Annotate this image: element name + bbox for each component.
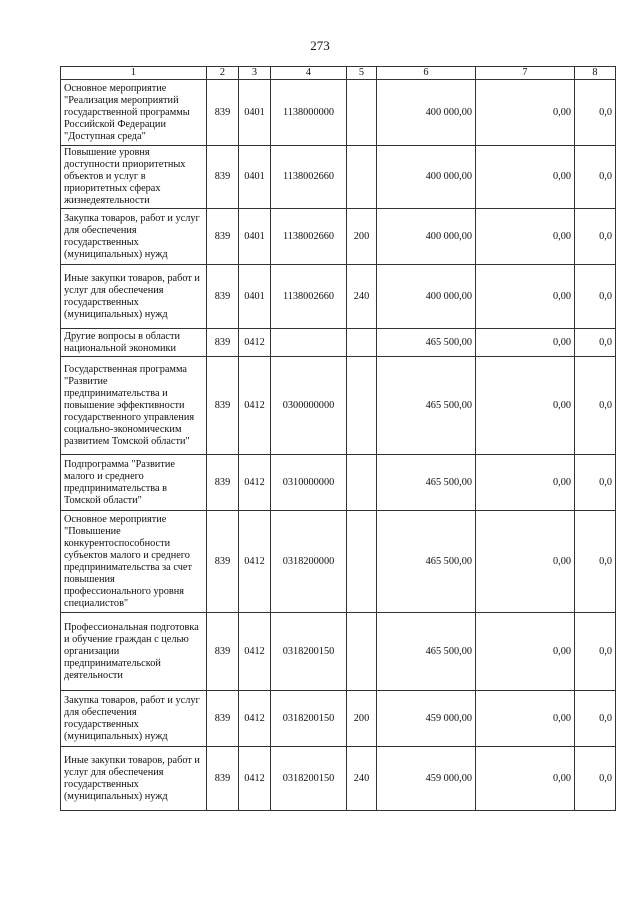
row-vr: 240 [347, 747, 377, 811]
header-row [61, 67, 616, 80]
row-vr [347, 146, 377, 209]
row-grbs: 839 [207, 80, 239, 146]
table-row [61, 613, 616, 691]
row-section: 0412 [239, 511, 271, 613]
col-header-3: 3 [239, 67, 271, 80]
row-target: 1138002660 [271, 209, 347, 265]
row-amount-2: 0,00 [476, 747, 575, 811]
row-name: Подпрограмма "Развитие малого и среднего предпринимательства в Томской области" [61, 455, 207, 511]
row-vr [347, 455, 377, 511]
row-vr [347, 329, 377, 357]
row-name: Основное мероприятие "Повышение конкурентоспособности субъектов малого и среднего предпринимательства за счет повышения профессионального уровня специалистов" [61, 511, 207, 613]
row-section: 0401 [239, 146, 271, 209]
row-name: Профессиональная подготовка и обучение граждан с целью организации предпринимательской деятельности [61, 613, 207, 691]
row-amount-2: 0,00 [476, 329, 575, 357]
table-row [61, 357, 616, 455]
row-grbs: 839 [207, 613, 239, 691]
row-grbs: 839 [207, 265, 239, 329]
row-amount-3: 0,0 [575, 691, 616, 747]
row-target: 0318200150 [271, 747, 347, 811]
row-amount-2: 0,00 [476, 265, 575, 329]
row-name: Иные закупки товаров, работ и услуг для обеспечения государственных (муниципальных) нужд [61, 747, 207, 811]
col-header-1: 1 [61, 67, 207, 80]
row-amount-1: 400 000,00 [377, 209, 476, 265]
row-amount-2: 0,00 [476, 80, 575, 146]
row-name: Другие вопросы в области национальной экономики [61, 329, 207, 357]
budget-table [60, 66, 616, 811]
row-amount-3: 0,0 [575, 455, 616, 511]
row-grbs: 839 [207, 747, 239, 811]
row-amount-3: 0,0 [575, 357, 616, 455]
row-amount-1: 465 500,00 [377, 357, 476, 455]
row-grbs: 839 [207, 691, 239, 747]
col-header-4: 4 [271, 67, 347, 80]
row-grbs: 839 [207, 511, 239, 613]
col-header-6: 6 [377, 67, 476, 80]
row-vr [347, 613, 377, 691]
row-amount-3: 0,0 [575, 747, 616, 811]
row-amount-3: 0,0 [575, 209, 616, 265]
row-amount-2: 0,00 [476, 357, 575, 455]
row-grbs: 839 [207, 357, 239, 455]
row-target: 1138002660 [271, 265, 347, 329]
col-header-7: 7 [476, 67, 575, 80]
row-vr: 200 [347, 691, 377, 747]
table-row [61, 511, 616, 613]
table-row [61, 747, 616, 811]
row-amount-2: 0,00 [476, 455, 575, 511]
row-amount-1: 465 500,00 [377, 455, 476, 511]
row-amount-1: 400 000,00 [377, 80, 476, 146]
row-target: 0300000000 [271, 357, 347, 455]
page-number: 273 [310, 38, 330, 53]
row-target: 0318200000 [271, 511, 347, 613]
table-row [61, 329, 616, 357]
row-vr [347, 357, 377, 455]
row-name: Иные закупки товаров, работ и услуг для обеспечения государственных (муниципальных) нужд [61, 265, 207, 329]
row-amount-2: 0,00 [476, 511, 575, 613]
row-name: Повышение уровня доступности приоритетных объектов и услуг в приоритетных сферах жизнедеятельности [61, 146, 207, 209]
row-target [271, 329, 347, 357]
row-amount-1: 459 000,00 [377, 691, 476, 747]
row-target: 0318200150 [271, 691, 347, 747]
row-grbs: 839 [207, 209, 239, 265]
row-amount-3: 0,0 [575, 146, 616, 209]
row-amount-3: 0,0 [575, 329, 616, 357]
row-name: Закупка товаров, работ и услуг для обеспечения государственных (муниципальных) нужд [61, 691, 207, 747]
row-amount-2: 0,00 [476, 691, 575, 747]
row-section: 0412 [239, 455, 271, 511]
row-amount-2: 0,00 [476, 209, 575, 265]
row-target: 0310000000 [271, 455, 347, 511]
row-section: 0401 [239, 209, 271, 265]
row-section: 0401 [239, 80, 271, 146]
row-vr [347, 511, 377, 613]
row-amount-3: 0,0 [575, 613, 616, 691]
row-amount-1: 465 500,00 [377, 511, 476, 613]
row-vr [347, 80, 377, 146]
table-row [61, 80, 616, 146]
row-section: 0412 [239, 357, 271, 455]
row-target: 1138000000 [271, 80, 347, 146]
row-section: 0412 [239, 691, 271, 747]
col-header-8: 8 [575, 67, 616, 80]
row-name: Закупка товаров, работ и услуг для обеспечения государственных (муниципальных) нужд [61, 209, 207, 265]
table-row [61, 265, 616, 329]
table-row [61, 691, 616, 747]
row-section: 0412 [239, 613, 271, 691]
row-vr: 240 [347, 265, 377, 329]
row-vr: 200 [347, 209, 377, 265]
row-amount-2: 0,00 [476, 613, 575, 691]
table-row [61, 146, 616, 209]
row-target: 0318200150 [271, 613, 347, 691]
row-section: 0412 [239, 747, 271, 811]
col-header-5: 5 [347, 67, 377, 80]
row-grbs: 839 [207, 455, 239, 511]
row-amount-3: 0,0 [575, 265, 616, 329]
col-header-2: 2 [207, 67, 239, 80]
row-amount-1: 459 000,00 [377, 747, 476, 811]
row-amount-1: 465 500,00 [377, 329, 476, 357]
row-amount-1: 400 000,00 [377, 146, 476, 209]
row-amount-3: 0,0 [575, 80, 616, 146]
row-amount-3: 0,0 [575, 511, 616, 613]
row-amount-2: 0,00 [476, 146, 575, 209]
row-amount-1: 400 000,00 [377, 265, 476, 329]
row-section: 0401 [239, 265, 271, 329]
row-name: Государственная программа "Развитие предпринимательства и повышение эффективности государственного управления социально-экономическим развитием Томской области" [61, 357, 207, 455]
row-section: 0412 [239, 329, 271, 357]
row-grbs: 839 [207, 146, 239, 209]
row-name: Основное мероприятие "Реализация мероприятий государственной программы Российской Федерации "Доступная среда" [61, 80, 207, 146]
table-row [61, 209, 616, 265]
row-grbs: 839 [207, 329, 239, 357]
table-row [61, 455, 616, 511]
row-target: 1138002660 [271, 146, 347, 209]
row-amount-1: 465 500,00 [377, 613, 476, 691]
